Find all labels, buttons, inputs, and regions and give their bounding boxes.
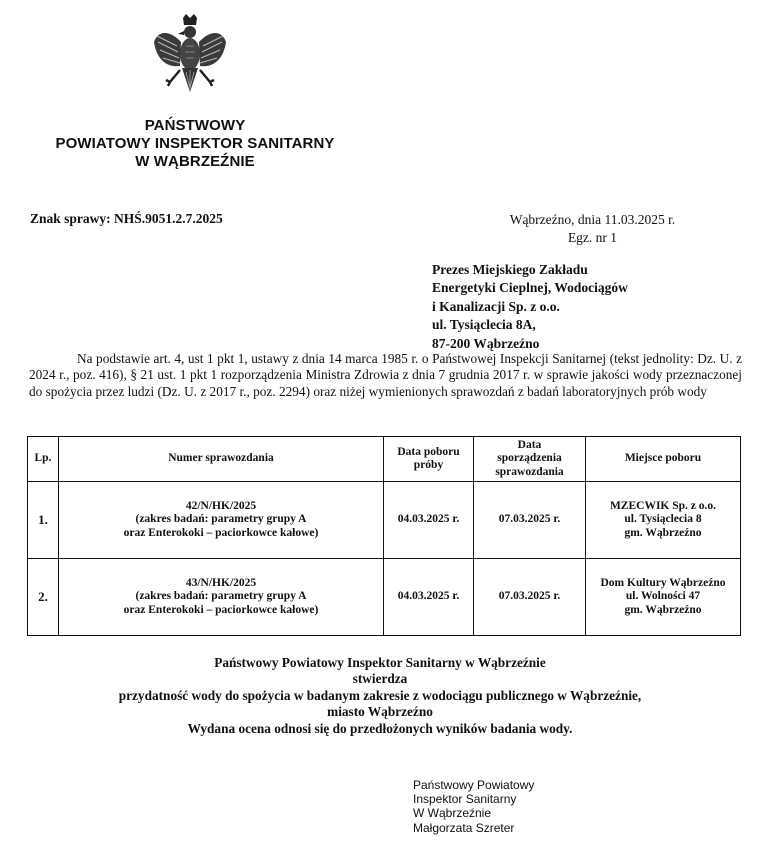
place-and-date [490,211,695,247]
verdict-line: miasto Wąbrzeźno [327,704,433,720]
table-row [28,482,741,559]
verdict-line: przydatność wody do spożycia w badanym zakresie z wodociągu publicznego w Wąbrzeźnie, [118,687,642,703]
signature-line: W Wąbrzeźnie [413,806,492,821]
verdict-line: Państwowy Powiatowy Inspektor Sanitarny w Wąbrzeźnie [214,655,546,670]
polish-eagle-emblem-icon [150,12,230,102]
recipient-line: ul. Tysiąclecia 8A, [432,317,536,333]
column-header-sampling-date: Data poboru próby [384,437,474,482]
case-reference: Znak sprawy: NHŚ.9051.2.7.2025 [30,211,223,226]
issuing-authority-header [30,117,360,171]
report-scope: oraz Enterokoki – paciorkowce kałowe) [123,526,319,539]
recipient-address [432,261,628,353]
column-header-lp: Lp. [28,437,59,482]
report-scope: oraz Enterokoki – paciorkowce kałowe) [123,603,319,616]
legal-basis-paragraph [29,351,742,400]
recipient-line: Prezes Miejskiego Zakładu [432,262,588,277]
column-header-report-number: Numer sprawozdania [59,437,384,482]
verdict-line: stwierdza [352,671,408,687]
report-number: 42/N/HK/2025 [185,499,257,512]
signature-line: Państwowy Powiatowy [413,778,535,792]
signature-line: Inspektor Sanitarny [413,792,517,807]
row-number: 2. [28,559,59,636]
verdict-line: Wydana ocena odnosi się do przedłożonych wyników badania wody. [187,720,573,736]
header-line: PAŃSTWOWY [144,117,246,134]
legal-basis-text: Na podstawie art. 4, ust 1 pkt 1, ustawy z dnia 14 marca 1985 r. o Państwowej Inspekcji Sanitarnej (tekst jednolity: Dz. U. z 2024 r., poz. 416), § 21 ust. 1 pkt 1 rozporządzenia Ministra Zdrowia z dnia 7 grudnia 2017 r. w sprawie jakości wody przeznaczonej do spożycia przez ludzi (Dz. U. z 2017 r., poz. 2294) oraz niżej wymienionych sprawozdań z badań laboratoryjnych prób wody [29,351,742,399]
report-number-cell [59,482,384,559]
report-date: 07.03.2025 r. [474,482,586,559]
header-line: W WĄBRZEŹNIE [135,153,255,170]
recipient-line: i Kanalizacji Sp. z o.o. [432,298,560,314]
header-line: POWIATOWY INSPEKTOR SANITARNY [55,135,335,152]
date-line: Wąbrzeźno, dnia 11.03.2025 r. [509,212,676,227]
column-header-sampling-place: Miejsce poboru [586,437,741,482]
sampling-place: Dom Kultury Wąbrzeźno ul. Wolności 47 gm. Wąbrzeźno [586,559,741,636]
row-number: 1. [28,482,59,559]
sampling-date: 04.03.2025 r. [384,482,474,559]
sampling-date: 04.03.2025 r. [384,559,474,636]
signatory-name: Małgorzata Szreter [413,820,515,835]
column-header-report-date: Data sporządzenia sprawozdania [474,437,586,482]
report-number-cell [59,559,384,636]
copy-number: Egz. nr 1 [567,230,618,245]
table-header-row [28,437,741,482]
water-suitability-verdict [60,655,700,737]
recipient-line: Energetyki Cieplnej, Wodociągów [432,280,628,296]
report-date: 07.03.2025 r. [474,559,586,636]
recipient-line: 87-200 Wąbrzeźno [432,335,540,351]
report-number: 43/N/HK/2025 [185,576,257,589]
report-scope: (zakres badań: parametry grupy A [135,590,307,603]
table-row [28,559,741,636]
report-scope: (zakres badań: parametry grupy A [135,513,307,526]
signature-block [413,778,534,835]
sampling-place: MZECWIK Sp. z o.o. ul. Tysiąclecia 8 gm. Wąbrzeźno [586,482,741,559]
lab-reports-table [27,436,741,636]
